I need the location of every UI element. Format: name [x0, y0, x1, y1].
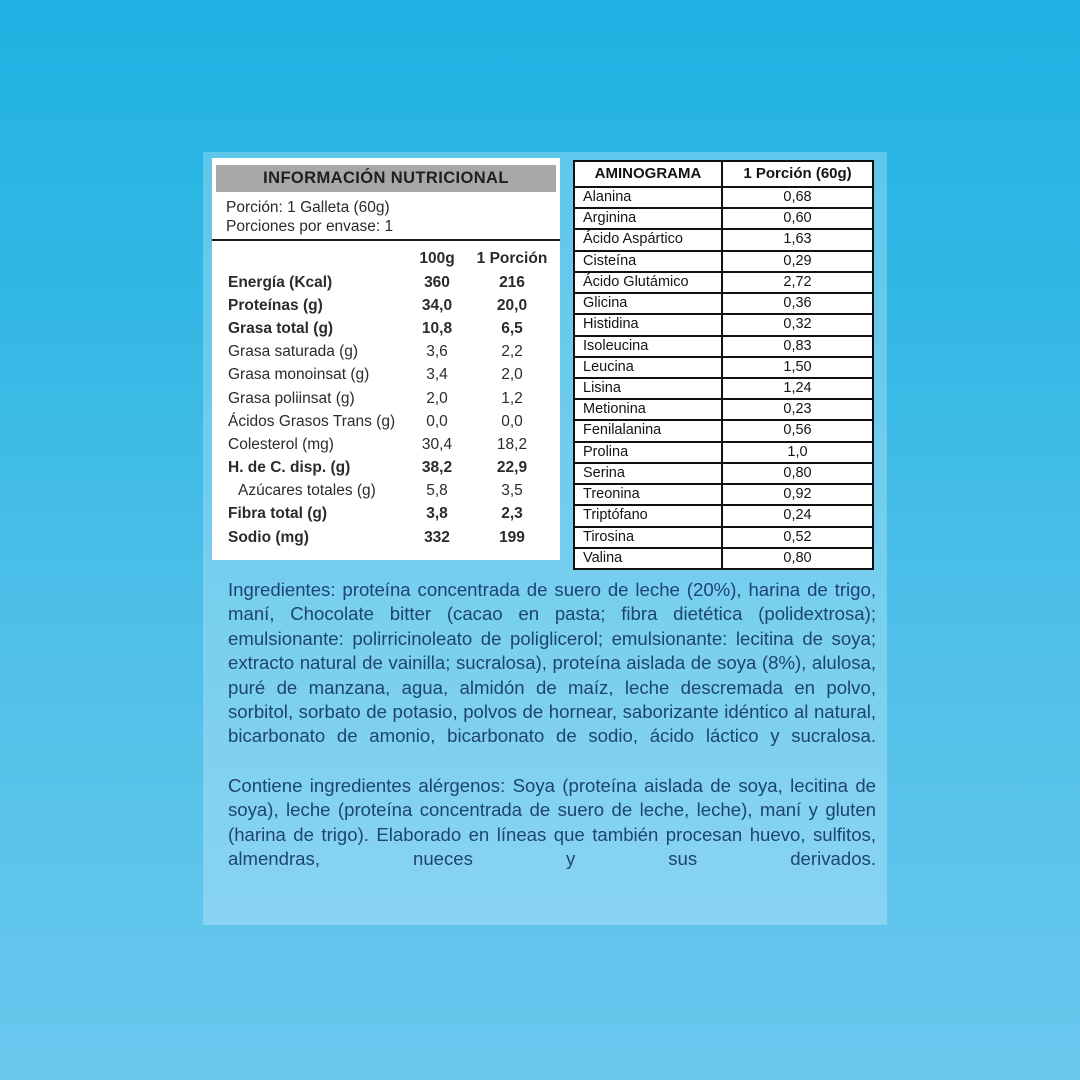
nutrient-label: Energía (Kcal): [228, 273, 333, 291]
aminogram-portion-header: 1 Porción (60g): [722, 161, 873, 187]
aminogram-row: [574, 272, 873, 293]
nutrition-rows: [212, 271, 560, 549]
amino-acid-value: 0,80: [722, 463, 873, 484]
value-100g: 332: [424, 528, 450, 546]
aminogram-row: [574, 251, 873, 272]
nutrient-label: Azúcares totales (g): [238, 482, 376, 500]
column-header-100g: 100g: [419, 250, 455, 267]
header-divider: [212, 239, 560, 241]
aminogram-rows: [574, 187, 873, 569]
nutrient-label: Grasa total (g): [228, 319, 334, 337]
nutrition-title: INFORMACIÓN NUTRICIONAL: [263, 169, 509, 187]
amino-acid-name: Treonina: [574, 484, 722, 505]
serving-size: Porción: 1 Galleta (60g): [226, 199, 390, 216]
amino-acid-name: Metionina: [574, 399, 722, 420]
amino-acid-name: Glicina: [574, 293, 722, 314]
column-header-portion: 1 Porción: [476, 250, 548, 267]
column-header-row: [212, 247, 560, 271]
amino-acid-name: Arginina: [574, 208, 722, 229]
amino-acid-value: 0,23: [722, 399, 873, 420]
aminogram-row: [574, 399, 873, 420]
nutrition-row: [212, 410, 560, 433]
value-portion: 6,5: [501, 319, 523, 337]
value-portion: 22,9: [496, 459, 528, 477]
value-100g: 38,2: [421, 459, 453, 477]
nutrition-row: [212, 457, 560, 480]
value-100g: 3,8: [426, 505, 448, 523]
aminogram-row: [574, 378, 873, 399]
value-100g: 30,4: [421, 435, 453, 453]
nutrition-row: [212, 480, 560, 503]
nutrient-label: Ácidos Grasos Trans (g): [228, 412, 396, 430]
amino-acid-name: Valina: [574, 548, 722, 569]
amino-acid-value: 0,92: [722, 484, 873, 505]
nutrition-row: [212, 503, 560, 526]
ingredients-paragraph: Ingredientes: proteína concentrada de suero de leche (20%), harina de trigo, maní, Chocolate bitter (cacao en pasta; fibra dietética (polidextrosa); emulsionante: polirricinoleato de poliglicerol; emulsionante: lecitina de soya; extracto natural de vainilla; sucralosa), proteína aislada de soya (8%), alulosa, puré de manzana, agua, almidón de maíz, leche descremada en polvo, sorbitol, sorbato de potasio, polvos de hornear, saborizante idéntico al natural, bicarbonato de amonio, bicarbonato de sodio, ácido láctico y sucralosa.: [228, 579, 876, 747]
aminogram-table: [573, 160, 874, 570]
aminogram-row: [574, 505, 873, 526]
amino-acid-name: Alanina: [574, 187, 722, 208]
value-portion: 2,3: [501, 505, 523, 523]
amino-acid-name: Isoleucina: [574, 336, 722, 357]
amino-acid-name: Cisteína: [574, 251, 722, 272]
aminogram-title: AMINOGRAMA: [574, 161, 722, 187]
nutrition-row: [212, 317, 560, 340]
ingredients-block: [228, 578, 876, 871]
value-100g: 0,0: [426, 412, 448, 430]
amino-acid-name: Lisina: [574, 378, 722, 399]
value-100g: 10,8: [421, 319, 453, 337]
aminogram-row: [574, 336, 873, 357]
value-100g: 2,0: [426, 389, 448, 407]
value-100g: 360: [424, 273, 450, 291]
amino-acid-value: 0,32: [722, 314, 873, 335]
value-portion: 216: [499, 273, 525, 291]
amino-acid-name: Histidina: [574, 314, 722, 335]
nutrition-title-bar: [216, 165, 556, 192]
aminogram-header-row: [574, 161, 873, 187]
amino-acid-name: Triptófano: [574, 505, 722, 526]
amino-acid-value: 1,63: [722, 229, 873, 250]
nutrient-label: Grasa poliinsat (g): [228, 389, 355, 407]
amino-acid-value: 0,29: [722, 251, 873, 272]
aminogram-row: [574, 463, 873, 484]
aminogram-row: [574, 314, 873, 335]
aminogram-row: [574, 208, 873, 229]
value-portion: 199: [499, 528, 525, 546]
allergens-paragraph: Contiene ingredientes alérgenos: Soya (proteína aislada de soya, lecitina de soya), leche (proteína concentrada de suero de leche, leche), maní y gluten (harina de trigo). Elaborado en líneas que también procesan huevo, sulfitos, almendras, nueces y sus derivados.: [228, 774, 876, 870]
aminogram-row: [574, 293, 873, 314]
amino-acid-value: 0,83: [722, 336, 873, 357]
value-100g: 5,8: [426, 482, 448, 500]
amino-acid-name: Fenilalanina: [574, 420, 722, 441]
amino-acid-value: 0,68: [722, 187, 873, 208]
amino-acid-value: 0,24: [722, 505, 873, 526]
amino-acid-name: Prolina: [574, 442, 722, 463]
nutrient-label: Proteínas (g): [228, 296, 323, 314]
amino-acid-value: 0,36: [722, 293, 873, 314]
amino-acid-name: Ácido Aspártico: [574, 229, 722, 250]
aminogram-row: [574, 187, 873, 208]
aminogram-row: [574, 420, 873, 441]
aminogram-row: [574, 357, 873, 378]
amino-acid-value: 0,56: [722, 420, 873, 441]
amino-acid-value: 2,72: [722, 272, 873, 293]
value-portion: 20,0: [496, 296, 528, 314]
amino-acid-value: 0,52: [722, 527, 873, 548]
nutrition-row: [212, 341, 560, 364]
servings-per-container: Porciones por envase: 1: [226, 218, 394, 235]
aminogram-row: [574, 484, 873, 505]
amino-acid-value: 1,24: [722, 378, 873, 399]
amino-acid-name: Tirosina: [574, 527, 722, 548]
aminogram-row: [574, 229, 873, 250]
nutrient-label: Grasa monoinsat (g): [228, 366, 370, 384]
value-portion: 18,2: [496, 435, 528, 453]
amino-acid-name: Ácido Glutámico: [574, 272, 722, 293]
value-portion: 2,0: [501, 366, 523, 384]
nutrient-label: Fibra total (g): [228, 505, 328, 523]
value-100g: 3,6: [426, 343, 448, 361]
serving-info: [212, 192, 560, 239]
value-portion: 0,0: [501, 412, 523, 430]
amino-acid-name: Leucina: [574, 357, 722, 378]
nutrition-row: [212, 433, 560, 456]
aminogram-row: [574, 548, 873, 569]
nutrient-label: H. de C. disp. (g): [228, 459, 351, 477]
value-portion: 2,2: [501, 343, 523, 361]
amino-acid-value: 0,60: [722, 208, 873, 229]
value-100g: 34,0: [421, 296, 453, 314]
aminogram-row: [574, 527, 873, 548]
amino-acid-name: Serina: [574, 463, 722, 484]
value-portion: 1,2: [501, 389, 523, 407]
amino-acid-value: 0,80: [722, 548, 873, 569]
nutrition-row: [212, 387, 560, 410]
nutrition-facts-table: [212, 158, 560, 560]
nutrient-label: Grasa saturada (g): [228, 343, 359, 361]
nutrition-row: [212, 526, 560, 549]
nutrition-row: [212, 271, 560, 294]
nutrient-label: Sodio (mg): [228, 528, 309, 546]
aminogram-row: [574, 442, 873, 463]
value-portion: 3,5: [501, 482, 523, 500]
amino-acid-value: 1,0: [722, 442, 873, 463]
amino-acid-value: 1,50: [722, 357, 873, 378]
value-100g: 3,4: [426, 366, 448, 384]
nutrition-row: [212, 364, 560, 387]
label-panel: [203, 152, 887, 925]
nutrition-row: [212, 294, 560, 317]
nutrient-label: Colesterol (mg): [228, 435, 334, 453]
